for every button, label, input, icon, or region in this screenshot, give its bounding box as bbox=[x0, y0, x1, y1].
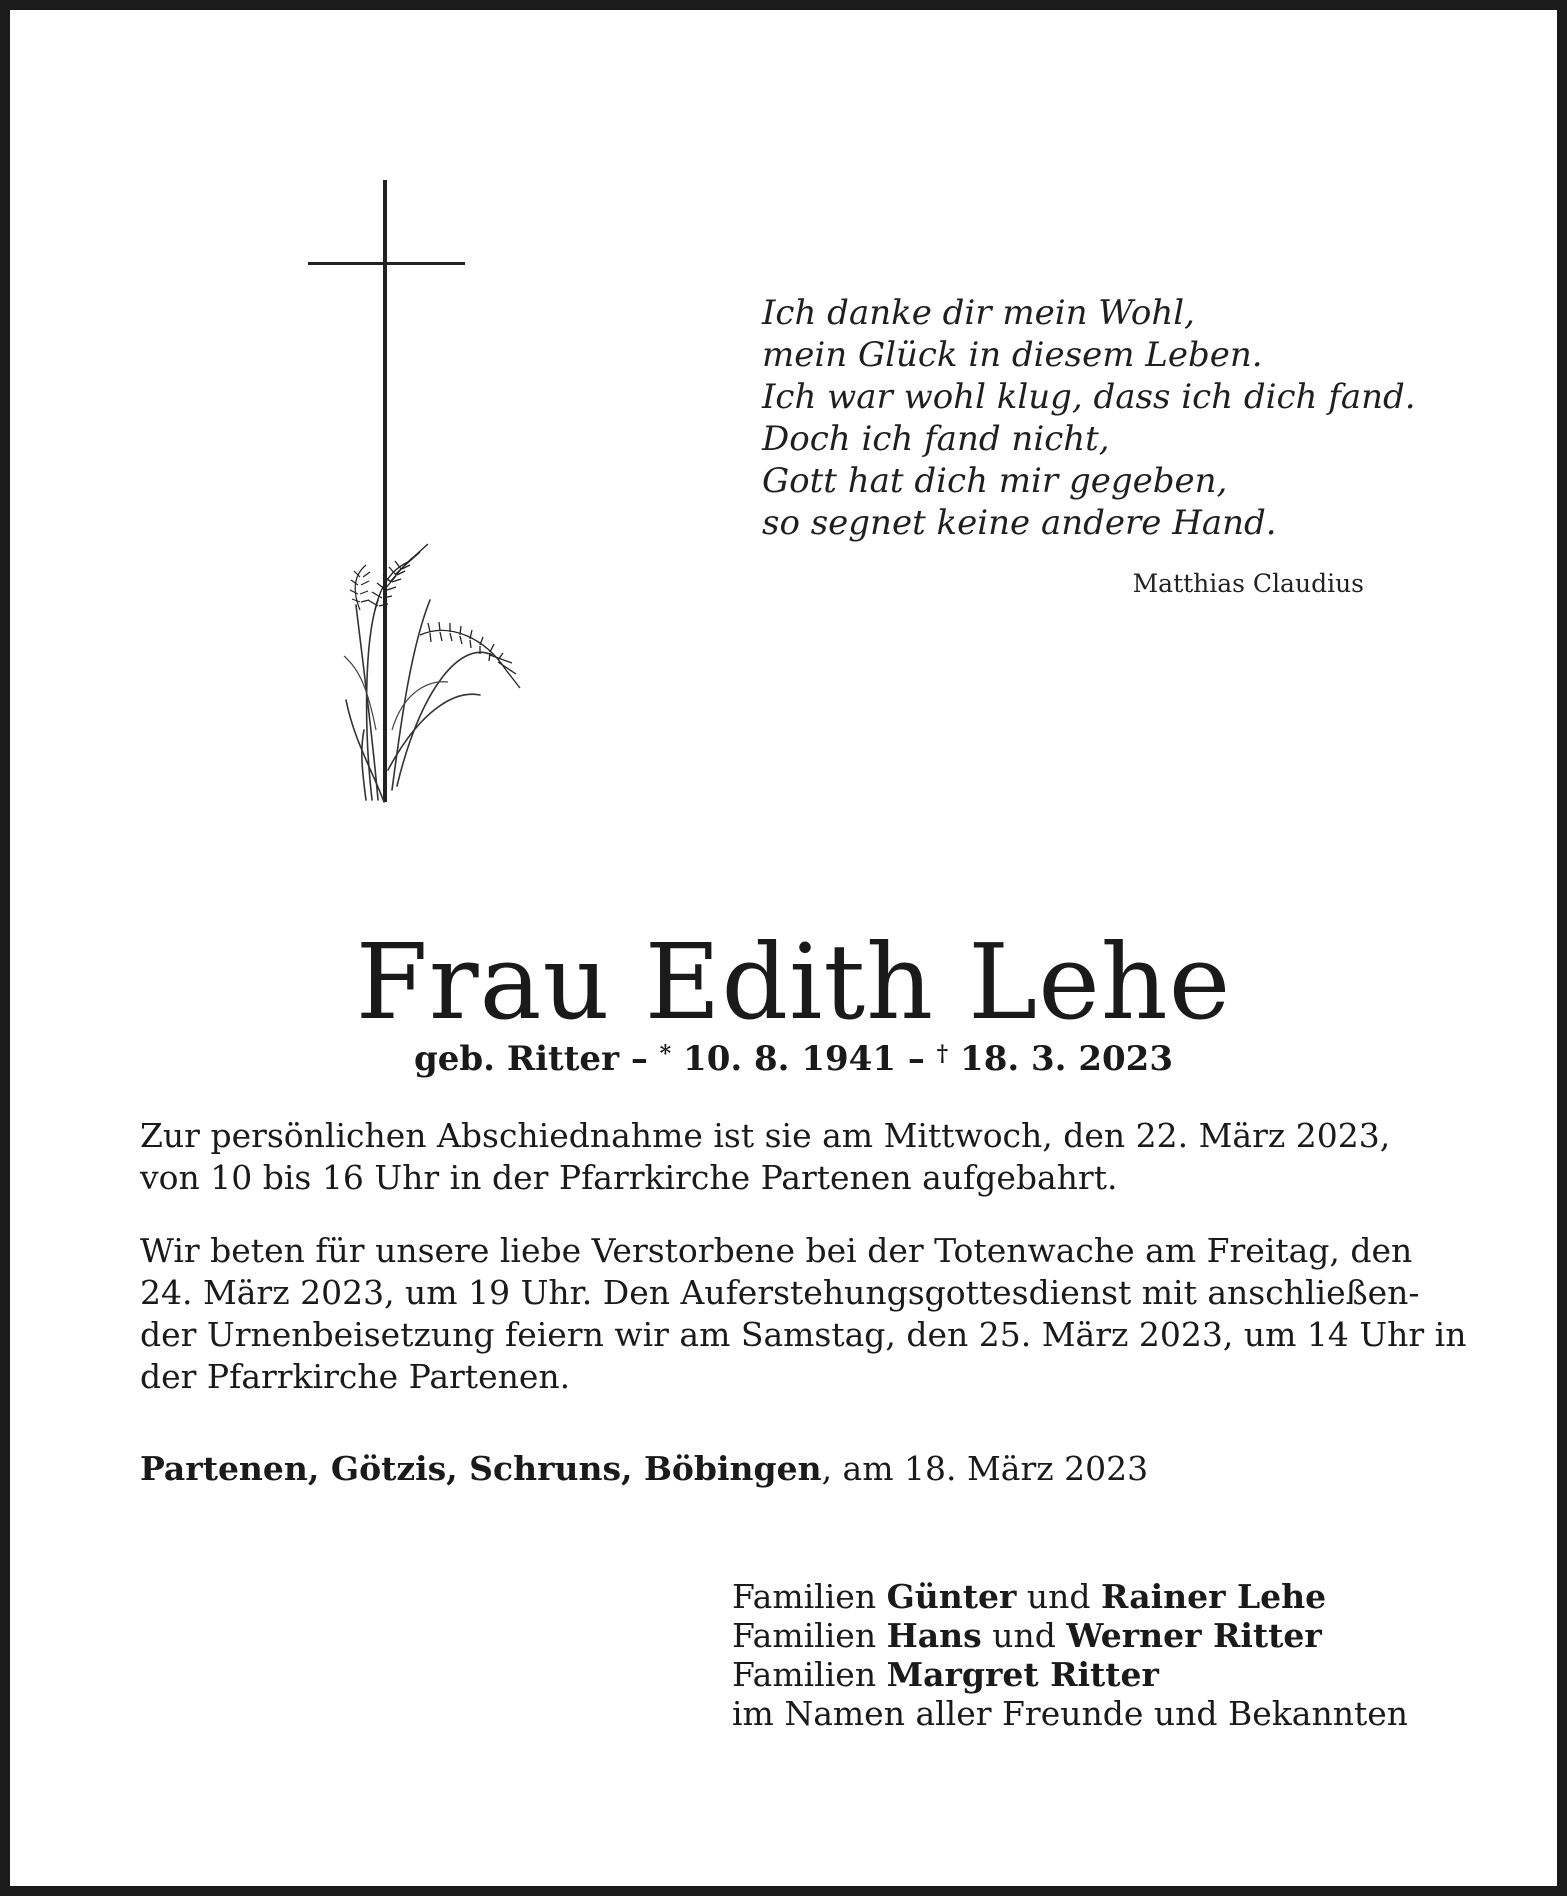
paragraph-line: Zur persönlichen Abschiednahme ist sie am Mittwoch, den 22. März 2023, bbox=[140, 1116, 1391, 1155]
death-date: 18. 3. 2023 bbox=[960, 1039, 1173, 1079]
death-symbol: † bbox=[936, 1041, 949, 1067]
family-prefix: Familien bbox=[732, 1577, 877, 1616]
poem bbox=[762, 292, 1416, 544]
mourners-list bbox=[732, 1577, 1408, 1733]
cross-with-wheat-icon bbox=[280, 170, 610, 810]
paragraph-line: der Pfarrkirche Partenen. bbox=[140, 1357, 571, 1396]
paragraph-line: Wir beten für unsere liebe Verstorbene bei der Totenwache am Freitag, den bbox=[140, 1231, 1413, 1270]
family-name: Margret Ritter bbox=[886, 1655, 1159, 1694]
paragraph-line: von 10 bis 16 Uhr in der Pfarrkirche Partenen aufgebahrt. bbox=[140, 1158, 1118, 1197]
family-line bbox=[732, 1577, 1408, 1616]
poem-author: Matthias Claudius bbox=[1132, 569, 1364, 598]
family-name: Günter bbox=[886, 1577, 1017, 1616]
family-join: und bbox=[1026, 1577, 1091, 1616]
paragraph-line: 24. März 2023, um 19 Uhr. Den Auferstehungsgottesdienst mit anschließen- bbox=[140, 1273, 1420, 1312]
birth-symbol: * bbox=[659, 1041, 672, 1067]
notice-date: , am 18. März 2023 bbox=[821, 1449, 1149, 1488]
poem-line: Ich danke dir mein Wohl, bbox=[762, 293, 1195, 333]
poem-line: Doch ich fand nicht, bbox=[762, 419, 1110, 459]
maiden-name: geb. Ritter – bbox=[414, 1039, 648, 1079]
birth-date: 10. 8. 1941 – bbox=[683, 1039, 925, 1079]
family-name: Hans bbox=[886, 1616, 982, 1655]
poem-line: so segnet keine andere Hand. bbox=[762, 503, 1277, 543]
viewing-paragraph bbox=[140, 1115, 1450, 1199]
service-paragraph bbox=[140, 1230, 1467, 1398]
family-name: Rainer Lehe bbox=[1101, 1577, 1327, 1616]
family-name: Werner Ritter bbox=[1066, 1616, 1322, 1655]
poem-line: mein Glück in diesem Leben. bbox=[762, 335, 1263, 375]
family-prefix: Familien bbox=[732, 1616, 877, 1655]
family-line bbox=[732, 1655, 1408, 1694]
places: Partenen, Götzis, Schruns, Böbingen bbox=[140, 1449, 822, 1488]
paragraph-line: der Urnenbeisetzung feiern wir am Samstag, den 25. März 2023, um 14 Uhr in bbox=[140, 1315, 1467, 1354]
deceased-name: Frau Edith Lehe bbox=[355, 921, 1232, 1043]
poem-line: Ich war wohl klug, dass ich dich fand. bbox=[762, 377, 1416, 417]
closing-line: im Namen aller Freunde und Bekannten bbox=[732, 1694, 1409, 1733]
family-line bbox=[732, 1616, 1408, 1655]
family-prefix: Familien bbox=[732, 1655, 877, 1694]
family-join: und bbox=[992, 1616, 1056, 1655]
life-dates bbox=[10, 1033, 1567, 1080]
place-and-date bbox=[140, 1448, 1148, 1490]
poem-line: Gott hat dich mir gegeben, bbox=[762, 461, 1228, 501]
